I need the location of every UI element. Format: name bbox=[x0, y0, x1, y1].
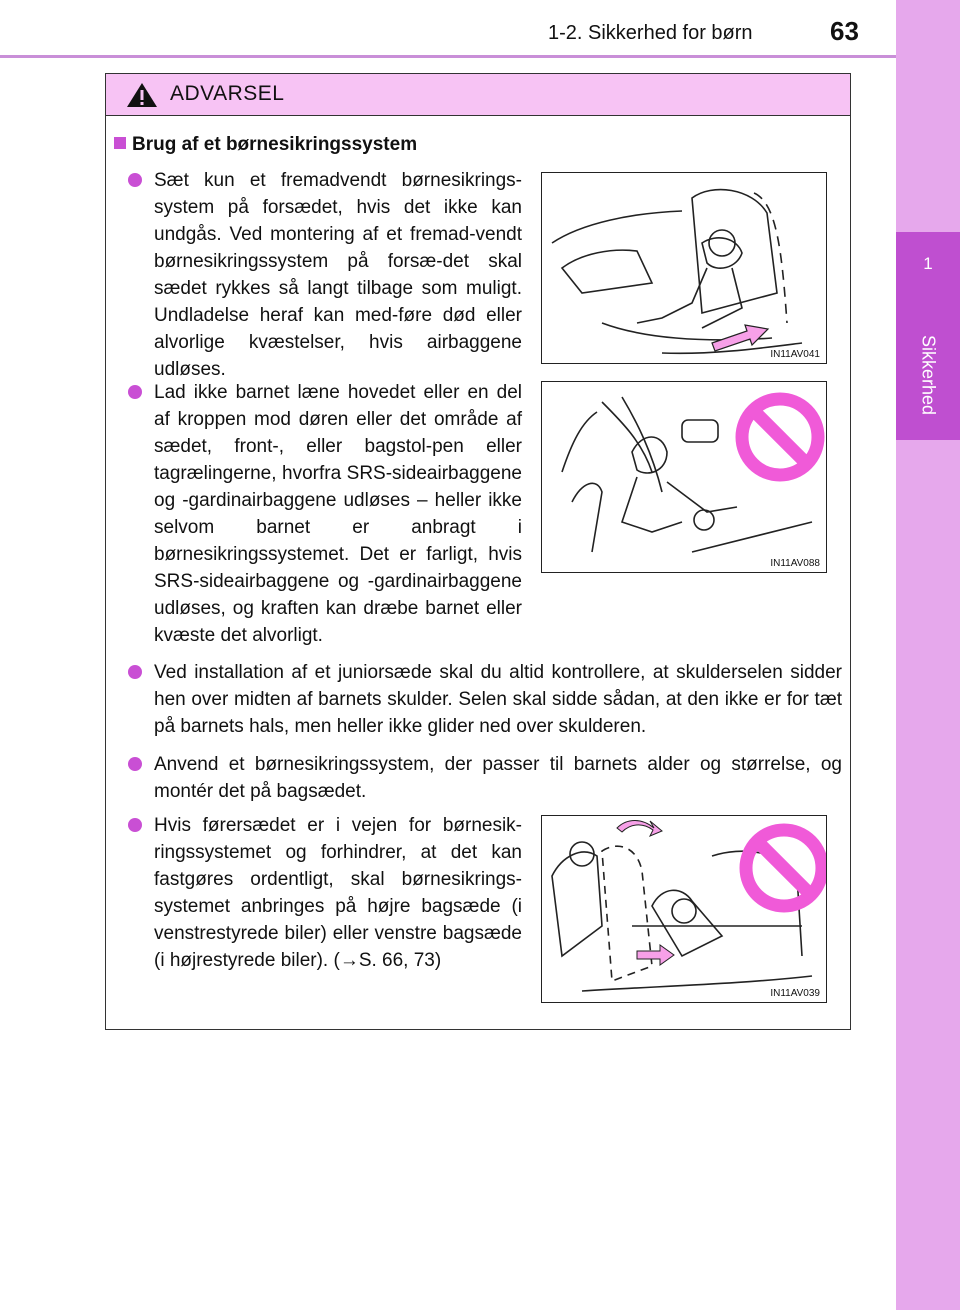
warning-header bbox=[106, 74, 850, 116]
child-seat-illustration bbox=[542, 173, 826, 363]
warning-item-text: Anvend et børnesikringssystem, der passer til barnets alder og størrelse, og montér det på bagsædet. bbox=[154, 754, 842, 802]
warning-item bbox=[132, 659, 842, 740]
warning-triangle-icon bbox=[126, 82, 158, 108]
figure-lean-prohibited bbox=[541, 381, 827, 573]
warning-item bbox=[132, 167, 522, 383]
warning-item bbox=[132, 812, 522, 974]
chapter-number: 1 bbox=[923, 254, 933, 273]
warning-item-text: Hvis førersædet er i vejen for børnesik-ringssystemet og forhindrer, at det kan fastgøres ordentligt, skal børnesikrings-systemet anbringes på højre bagsæde (i venstrestyrede biler) eller venstre bagsæde (i højrestyrede biler). (→S. 66, 73) bbox=[154, 815, 522, 971]
warning-box bbox=[105, 73, 851, 1030]
prohibition-icon bbox=[746, 830, 822, 906]
bullet-icon bbox=[128, 385, 142, 399]
lean-illustration bbox=[542, 382, 826, 572]
page-number: 63 bbox=[830, 16, 859, 46]
header-rule bbox=[0, 55, 896, 58]
warning-title: ADVARSEL bbox=[170, 82, 285, 105]
prohibition-icon bbox=[742, 399, 818, 475]
warning-item bbox=[132, 379, 522, 649]
warning-item-text: Sæt kun et fremadvendt børnesikrings-system på forsædet, hvis det ikke kan undgås. Ved montering af et fremad-vendt børnesikringssystem på forsæ-det skal sædet rykkes så langt tilbage som muligt. Undladelse heraf kan med-føre død eller alvorlige kvæstelser, hvis airbaggene udløses. bbox=[154, 170, 522, 380]
figure-code: IN11AV041 bbox=[770, 349, 820, 360]
figure-front-child-seat bbox=[541, 172, 827, 364]
chapter-label: Sikkerhed bbox=[918, 334, 939, 416]
subheading bbox=[114, 134, 417, 156]
warning-item bbox=[132, 751, 842, 805]
bullet-icon bbox=[128, 173, 142, 187]
driver-seat-illustration bbox=[542, 816, 826, 1002]
section-title: 1-2. Sikkerhed for børn bbox=[548, 22, 753, 44]
figure-code: IN11AV039 bbox=[770, 988, 820, 999]
figure-code: IN11AV088 bbox=[770, 558, 820, 569]
bullet-icon bbox=[128, 665, 142, 679]
bullet-icon bbox=[128, 757, 142, 771]
warning-item-text: Lad ikke barnet læne hovedet eller en del af kroppen mod døren eller det område af sædet, front-, eller bagstol-pen eller tagrælingerne, hvorfra SRS-sideairbaggene og -gardinairbaggene udløses – heller ikke selvom barnet er anbragt i børnesikringssystemet. Det er farligt, hvis SRS-sideairbaggene og -gardinairbaggene udløses, og kraften kan dræbe barnet eller kvæste det alvorligt. bbox=[154, 382, 522, 646]
warning-item-text: Ved installation af et juniorsæde skal du altid kontrollere, at skulderselen sidder hen over midten af barnets skulder. Selen skal sidde sådan, at den ikke er for tæt på barnets hals, men heller ikke glider ned over skulderen. bbox=[154, 662, 842, 737]
bullet-icon bbox=[128, 818, 142, 832]
subheading-text: Brug af et børnesikringssystem bbox=[132, 134, 418, 155]
sidebar bbox=[896, 0, 960, 1310]
square-bullet-icon bbox=[114, 137, 126, 149]
figure-driver-seat-prohibited bbox=[541, 815, 827, 1003]
